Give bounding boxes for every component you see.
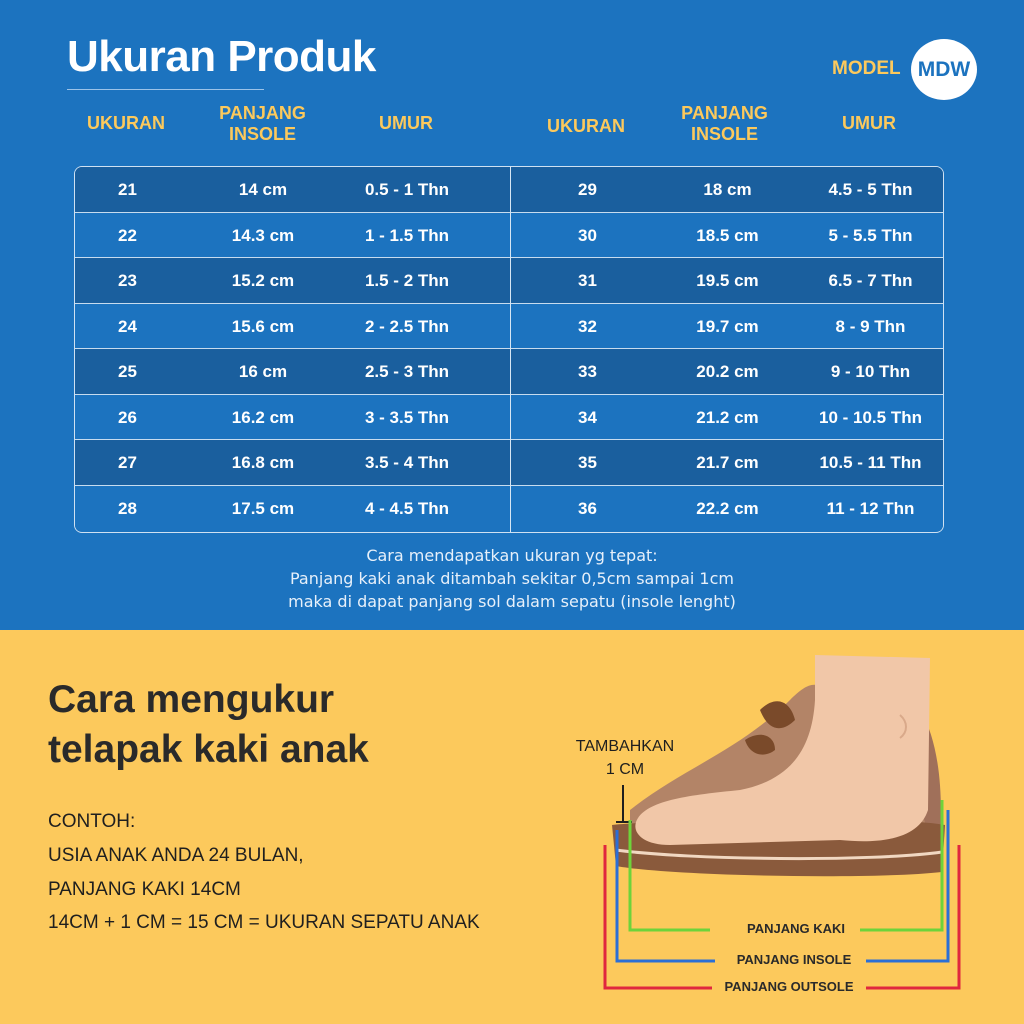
label-panjang-outsole: PANJANG OUTSOLE xyxy=(712,979,866,994)
cell-size-right: 30 xyxy=(578,225,597,245)
cell-size-left: 26 xyxy=(118,407,137,427)
cell-insole-left: 16 cm xyxy=(238,362,288,381)
cell-age-right: 6.5 - 7 Thn xyxy=(828,271,913,290)
cell-insole-left: 16.2 cm xyxy=(231,407,295,427)
cell-age-right: 5 - 5.5 Thn xyxy=(828,225,913,245)
cell-size-left: 22 xyxy=(118,225,137,245)
note-line: maka di dapat panjang sol dalam sepatu (insole lenght) xyxy=(288,592,736,611)
howto-title-line2: telapak kaki anak xyxy=(48,728,369,771)
cell-size-right: 31 xyxy=(578,271,597,290)
cell-size-left: 28 xyxy=(118,498,137,518)
cell-size-right: 36 xyxy=(578,498,597,518)
cell-insole-right: 19.5 cm xyxy=(696,271,759,290)
cell-size-right: 29 xyxy=(578,180,597,199)
cell-age-right: 8 - 9 Thn xyxy=(835,316,906,336)
cell-age-right: 4.5 - 5 Thn xyxy=(828,180,913,199)
size-table xyxy=(74,166,944,533)
cell-size-left: 23 xyxy=(118,271,137,290)
cell-size-right: 33 xyxy=(578,362,597,381)
cell-insole-right: 18.5 cm xyxy=(696,225,759,245)
col-header-size-right: UKURAN xyxy=(547,116,625,136)
title-underline xyxy=(67,89,264,90)
col-header-age-left: UMUR xyxy=(379,113,433,133)
howto-title-line1: Cara mengukur xyxy=(48,678,335,721)
cell-size-left: 24 xyxy=(118,316,137,336)
col-header-age-right: UMUR xyxy=(842,113,896,133)
col-header-insole-left: PANJANG INSOLE xyxy=(219,103,306,144)
page-title: Ukuran Produk xyxy=(67,32,376,81)
cell-age-left: 1 - 1.5 Thn xyxy=(364,225,450,245)
note-line: Panjang kaki anak ditambah sekitar 0,5cm sampai 1cm xyxy=(290,569,734,588)
cell-insole-left: 15.2 cm xyxy=(231,271,295,290)
cell-size-left: 21 xyxy=(118,180,137,199)
model-label: MODEL xyxy=(832,58,901,79)
cell-age-left: 2.5 - 3 Thn xyxy=(364,362,450,381)
cell-age-right: 9 - 10 Thn xyxy=(830,362,911,381)
label-panjang-kaki: PANJANG KAKI xyxy=(732,921,860,936)
cell-size-left: 27 xyxy=(118,453,137,472)
howto-title xyxy=(48,675,369,775)
cell-insole-left: 14.3 cm xyxy=(231,225,295,245)
cell-age-left: 3 - 3.5 Thn xyxy=(364,407,450,427)
example-line: PANJANG KAKI 14CM xyxy=(48,879,241,900)
cell-insole-left: 15.6 cm xyxy=(231,316,295,336)
cell-insole-right: 21.7 cm xyxy=(696,453,759,472)
table-divider xyxy=(510,167,511,533)
cell-insole-right: 19.7 cm xyxy=(696,316,759,336)
example-line: 14CM + 1 CM = 15 CM = UKURAN SEPATU ANAK xyxy=(48,912,480,933)
add-1cm-label-line: TAMBAHKAN xyxy=(575,738,675,755)
cell-size-right: 35 xyxy=(578,453,597,472)
cell-age-left: 0.5 - 1 Thn xyxy=(364,180,450,199)
cell-age-left: 3.5 - 4 Thn xyxy=(364,453,450,472)
col-header-size-left: UKURAN xyxy=(87,113,165,133)
cell-insole-left: 14 cm xyxy=(238,180,288,199)
cell-age-left: 1.5 - 2 Thn xyxy=(364,271,450,290)
cell-insole-right: 22.2 cm xyxy=(696,498,759,518)
cell-age-left: 2 - 2.5 Thn xyxy=(364,316,450,336)
cell-age-left: 4 - 4.5 Thn xyxy=(364,498,450,518)
cell-size-right: 32 xyxy=(578,316,597,336)
example-line: USIA ANAK ANDA 24 BULAN, xyxy=(48,845,304,866)
cell-insole-right: 21.2 cm xyxy=(696,407,759,427)
cell-size-left: 25 xyxy=(118,362,137,381)
add-1cm-label xyxy=(562,735,688,781)
cell-age-right: 10 - 10.5 Thn xyxy=(819,407,922,427)
note-line: Cara mendapatkan ukuran yg tepat: xyxy=(366,546,658,565)
cell-size-right: 34 xyxy=(578,407,597,427)
cell-age-right: 10.5 - 11 Thn xyxy=(819,453,922,472)
size-note xyxy=(0,544,1024,613)
cell-insole-left: 16.8 cm xyxy=(231,453,295,472)
cell-insole-left: 17.5 cm xyxy=(231,498,295,518)
add-1cm-label-line: 1 CM xyxy=(605,761,645,778)
label-panjang-insole: PANJANG INSOLE xyxy=(722,952,866,967)
example-line: CONTOH: xyxy=(48,811,136,832)
col-header-insole-right: PANJANG INSOLE xyxy=(681,103,768,144)
cell-insole-right: 18 cm xyxy=(703,180,752,199)
cell-age-right: 11 - 12 Thn xyxy=(826,498,915,518)
model-badge: MDW xyxy=(911,39,977,100)
cell-insole-right: 20.2 cm xyxy=(696,362,759,381)
